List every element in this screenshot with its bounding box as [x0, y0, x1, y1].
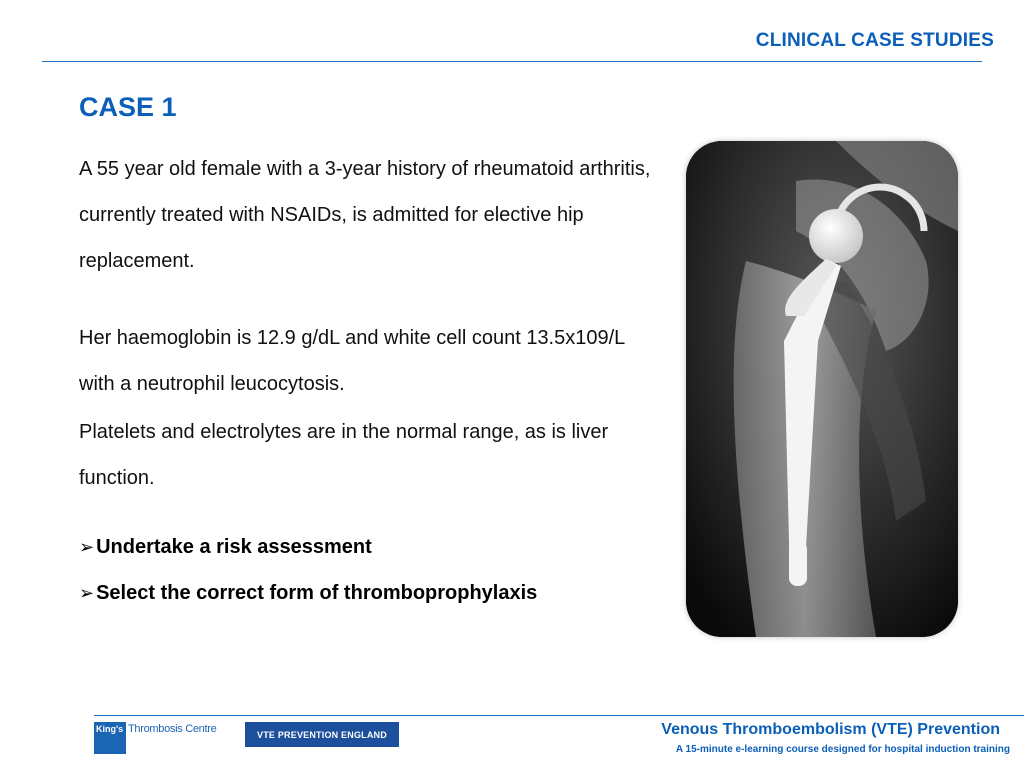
task-list: [79, 531, 537, 623]
header-divider: [42, 61, 982, 62]
course-subtitle: A 15-minute e-learning course designed for hospital induction training: [675, 744, 1010, 755]
arrow-bullet-icon: ➢: [79, 537, 95, 557]
case-paragraph-other-results: Platelets and electrolytes are in the normal range, as is liver function.: [79, 421, 609, 489]
kings-thrombosis-centre-logo: [94, 722, 216, 754]
case-paragraph-bloods: Her haemoglobin is 12.9 g/dL and white cell count 13.5x109/L with a neutrophil leucocytosis.: [79, 327, 625, 395]
logo-text: Thrombosis Centre: [128, 723, 217, 735]
hip-xray-image: [686, 141, 958, 637]
case-paragraph-history: A 55 year old female with a 3-year history of rheumatoid arthritis, currently treated with NSAIDs, is admitted for elective hip replacement.: [79, 158, 651, 272]
section-title: CLINICAL CASE STUDIES: [755, 30, 994, 51]
logo-mark: King's: [94, 722, 126, 754]
task-text: Select the correct form of thromboprophylaxis: [96, 582, 538, 604]
course-title: Venous Thromboembolism (VTE) Prevention: [661, 721, 1000, 738]
case-title: CASE 1: [79, 92, 177, 122]
task-text: Undertake a risk assessment: [96, 536, 372, 558]
arrow-bullet-icon: ➢: [79, 583, 95, 603]
task-item: [79, 577, 537, 623]
vte-prevention-badge: VTE PREVENTION ENGLAND: [245, 722, 399, 747]
task-item: [79, 531, 537, 577]
footer-divider: [94, 715, 1024, 716]
